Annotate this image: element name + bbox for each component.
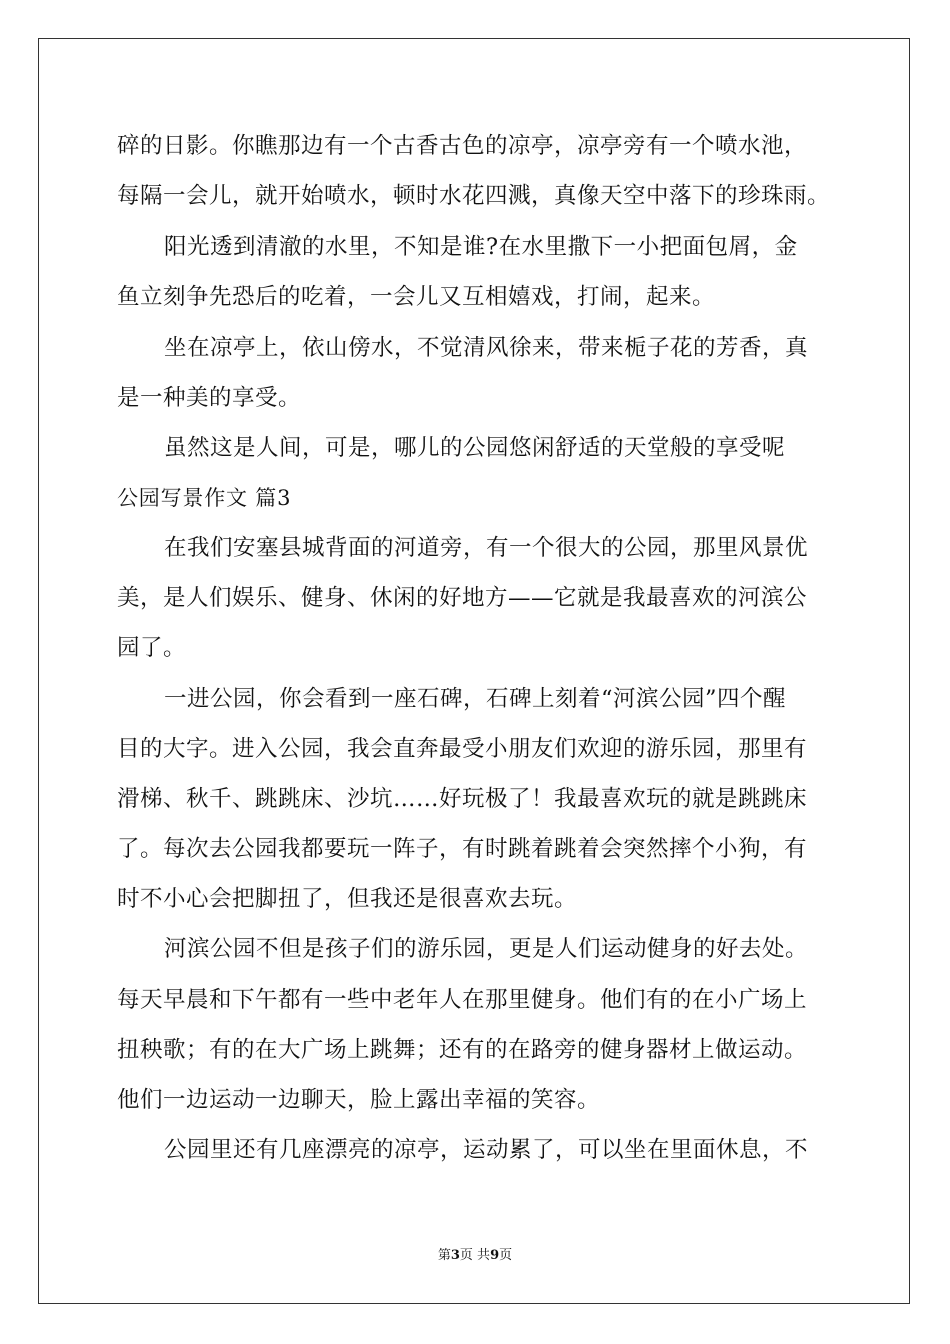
text-line: 在我们安塞县城背面的河道旁，有一个很大的公园，那里风景优: [164, 535, 809, 561]
text-line: 每隔一会儿，就开始喷水，顿时水花四溅，真像天空中落下的珍珠雨。: [117, 183, 831, 209]
text-line: 园了。: [117, 635, 187, 661]
text-line: 坐在凉亭上，依山傍水，不觉清风徐来，带来栀子花的芳香，真: [164, 335, 809, 361]
text-line: 碎的日影。你瞧那边有一个古香古色的凉亭，凉亭旁有一个喷水池，: [117, 133, 808, 159]
text-line: 了。每次去公园我都要玩一阵子，有时跳着跳着会突然摔个小狗，有: [117, 836, 808, 862]
text-line: 公园里还有几座漂亮的凉亭，运动累了，可以坐在里面休息，不: [164, 1137, 809, 1163]
current-page-number: 3: [450, 1248, 460, 1263]
section-heading: 公园写景作文 篇3: [117, 486, 292, 510]
text-line: 滑梯、秋千、跳跳床、沙坑……好玩极了！我最喜欢玩的就是跳跳床: [117, 786, 808, 812]
text-line: 是一种美的享受。: [117, 385, 302, 411]
footer-mid: 页 共: [459, 1248, 491, 1263]
footer-prefix: 第: [437, 1248, 451, 1263]
page-footer: [0, 1247, 950, 1265]
text-line: 美，是人们娱乐、健身、休闲的好地方——它就是我最喜欢的河滨公: [117, 585, 808, 611]
footer-suffix: 页: [499, 1248, 513, 1263]
text-line: 阳光透到清澈的水里，不知是谁?在水里撒下一小把面包屑，金: [164, 234, 798, 260]
text-line: 鱼立刻争先恐后的吃着，一会儿又互相嬉戏，打闹，起来。: [117, 284, 716, 310]
total-page-number: 9: [490, 1248, 500, 1263]
text-line: 一进公园，你会看到一座石碑，石碑上刻着“河滨公园”四个醒: [164, 686, 787, 712]
text-line: 河滨公园不但是孩子们的游乐园，更是人们运动健身的好去处。: [164, 936, 809, 962]
text-line: 他们一边运动一边聊天，脸上露出幸福的笑容。: [117, 1087, 601, 1113]
text-line: 时不小心会把脚扭了，但我还是很喜欢去玩。: [117, 886, 578, 912]
text-line: 扭秧歌；有的在大广场上跳舞；还有的在路旁的健身器材上做运动。: [117, 1037, 808, 1063]
text-line: 虽然这是人间，可是，哪儿的公园悠闲舒适的天堂般的享受呢: [164, 435, 786, 461]
text-line: 每天早晨和下午都有一些中老年人在那里健身。他们有的在小广场上: [117, 987, 808, 1013]
text-line: 目的大字。进入公园，我会直奔最受小朋友们欢迎的游乐园，那里有: [117, 736, 808, 762]
